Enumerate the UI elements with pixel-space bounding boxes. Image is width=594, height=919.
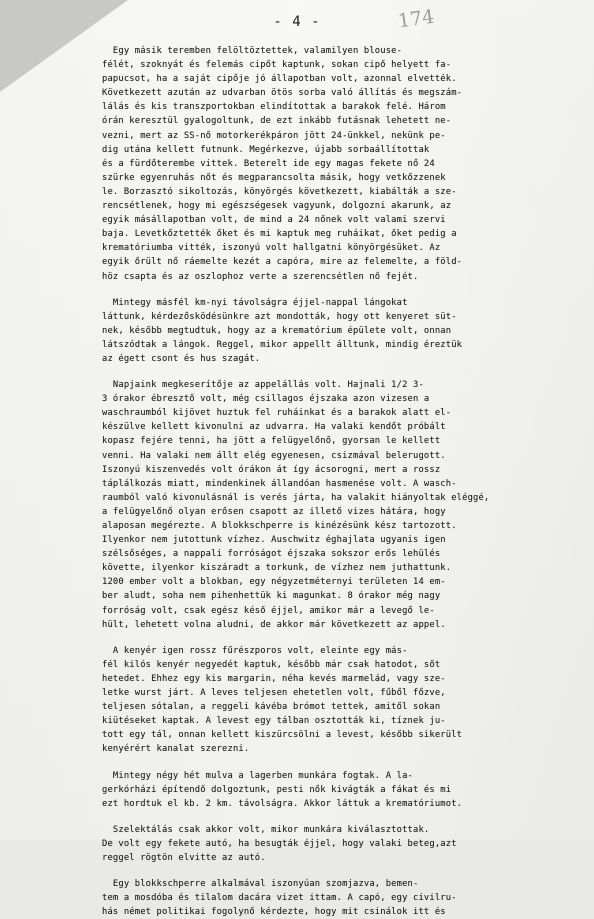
text-line: vezni, mert az SS-nő motorkerékpáron jött 24-ünkkel, nekünk pe- — [102, 130, 446, 141]
text-line: forróság volt, csak egész késő éjjel, amikor már a levegő le- — [102, 605, 435, 616]
text-line: 1200 ember volt a blokban, egy négyzetméternyi területen 14 em- — [102, 577, 446, 588]
text-line: 3 órakor ébresztő volt, még csillagos éjszaka azon vizesen a — [102, 394, 430, 405]
text-line: le. Borzasztó sikoltozás, könyörgés következett, kiabálták a sze- — [102, 186, 457, 197]
paragraph-gap — [102, 865, 572, 877]
text-line: táplálkozás miatt, mindenkinek állandóan hasmenése volt. A wasch- — [102, 478, 457, 489]
text-line: nek, később megtudtuk, hogy az a krematórium épülete volt, onnan — [102, 325, 452, 336]
text-line: fél kilós kenyér negyedét kaptuk, később már csak hatodot, sőt — [102, 659, 441, 670]
text-line: Mintegy négy hét mulva a lagerben munkára fogtak. A la- — [102, 770, 414, 781]
text-line: szélsőséges, a nappali forróságot éjszaka sokszor erős lehülés — [102, 549, 441, 560]
text-line: Egy másik teremben felöltöztettek, valamilyen blouse- — [102, 46, 403, 56]
text-line: és a fürdőterembe vittek. Beterelt ide egy magas fekete nő 24 — [102, 158, 435, 169]
text-line: kenyérért kanalat szerezni. — [102, 744, 250, 755]
typewritten-text — [102, 44, 572, 919]
text-line: papucsot, ha a saját cipője jó állapotban volt, azonnal elvették. — [102, 74, 457, 85]
text-line: a felügyelőnő olyan erősen csapott az illető vizes hátára, hogy — [102, 506, 446, 517]
text-line: waschraumból kijövet huztuk fel ruháinkat és a barakok alatt el- — [102, 408, 452, 419]
text-line: Mintegy másfél km-nyi távolságra éjjel-nappal lángokat — [102, 297, 408, 308]
text-line: kopasz fejére tenni, ha jött a felügyelőnő, gyorsan le kellett — [102, 436, 441, 447]
text-line: teljesen sótalan, a reggeli kávéba brómot tettek, amitől sokan — [102, 702, 441, 713]
text-line: rencsétlenek, hogy mi egészségesek vagyunk, dolgozni akarunk, az — [102, 201, 452, 212]
text-line: letke wurst járt. A leves teljesen ehetetlen volt, fűből főzve, — [102, 688, 446, 699]
text-line: alaposan megérezte. A blokkschperre is kinézésünk kész tartozott. — [102, 521, 457, 531]
text-line: Következett azután az udvarban ötös sorba való állítás és megszám- — [102, 88, 463, 99]
text-line: szürke egyenruhás nőt és megparancsolta másik, hogy vetkőzzenek — [102, 172, 446, 183]
text-line: Egy blokkschperre alkalmával iszonyúan szomjazva, bemen- — [102, 879, 419, 890]
page-number: - 4 - — [273, 14, 321, 30]
text-line: tem a mosdóba és tilalom dacára vizet ittam. A capó, egy civilru- — [102, 893, 457, 904]
text-line: kiütéseket kaptak. A levest egy tálban osztották ki, tíznek ju- — [102, 716, 446, 727]
text-line: láttunk, kérdezősködésünkre azt mondották, hogy ott kenyeret süt- — [102, 311, 457, 322]
text-line: A kenyér igen rossz fűrészporos volt, eleinte egy más- — [102, 645, 408, 656]
text-line: De volt egy fekete autó, ha besugták éjjel, hogy valaki beteg,azt — [102, 838, 457, 849]
paragraph — [102, 378, 572, 632]
text-line: látszódtak a lángok. Reggel, mikor appellt álltunk, mindig éreztük — [102, 339, 463, 350]
text-line: Ilyenkor nem jutottunk vízhez. Auschwitz éghajlata ugyanis igen — [102, 535, 446, 546]
text-line: egyik őrült nő ráemelte kezét a capóra, mire az felemelte, a föld- — [102, 257, 463, 268]
text-line: gerkórházi építendő dolgoztunk, pesti nők kivágták a fákat és mi — [102, 784, 452, 795]
text-line: baja. Levetkőztették őket és mi kaptuk meg ruháikat, őket pedig a — [102, 229, 457, 240]
text-line: lálás és kis transzportokban elindítottak a barakok felé. Három — [102, 102, 446, 113]
text-line: hült, lehetett volna aludni, de akkor már következett az appel. — [102, 619, 446, 630]
paragraph-gap — [102, 811, 572, 823]
text-line: hetedet. Ehhez egy kis margarin, néha kevés marmelád, vagy sze- — [102, 673, 446, 684]
paragraph-gap — [102, 366, 572, 378]
text-line: az égett csont és hus szagát. — [102, 353, 261, 364]
text-line: tott egy tál, onnan kellett kiszürcsölni a levest, később sikerült — [102, 730, 463, 741]
text-line: készülve kellett kivonulni az udvarra. Ha valaki kendőt próbált — [102, 422, 446, 433]
text-line: hás német politikai fogolynő kérdezte, hogy mit csinálok itt és — [102, 907, 446, 918]
text-line: dig utána kellett futnunk. Megérkezve, újabb sorbaállítottak — [102, 144, 430, 155]
paragraph — [102, 823, 572, 865]
paragraph-gap — [102, 757, 572, 769]
text-line: ber aludt, soha nem pihenhettük ki magunkat. 8 órakor még nagy — [102, 591, 441, 602]
text-line: egyik másállapotban volt, de mind a 24 nőnek volt valami szervi — [102, 215, 446, 226]
text-line: Iszonyú kiszenvedés volt órákon át így ácsorogni, mert a rossz — [102, 464, 441, 475]
text-line: követte, ilyenkor kiszáradt a torkunk, de vízhez nem juthattunk. — [102, 563, 452, 574]
paragraph-gap — [102, 632, 572, 644]
text-line: höz csapta és az oszlophoz verte a szerencsétlen nő fejét. — [102, 271, 419, 282]
text-line: reggel rögtön elvitte az autó. — [102, 852, 266, 863]
paragraph — [102, 877, 572, 919]
text-line: órán keresztül gyalogoltunk, de ezt inkább futásnak lehetett ne- — [102, 116, 452, 127]
paragraph — [102, 644, 572, 757]
text-line: venni. Ha valaki nem állt elég egyenesen, csizmával belerugott. — [102, 450, 446, 461]
paragraph — [102, 296, 572, 366]
text-line: ezt hordtuk el kb. 2 km. távolságra. Akkor láttuk a krematóriumot. — [102, 798, 463, 809]
text-line: Napjaink megkeserítője az appelállás volt. Hajnali 1/2 3- — [102, 380, 424, 391]
paragraph-gap — [102, 284, 572, 296]
text-line: félét, szoknyát és felemás cipőt kaptunk, sokan cipő helyett fa- — [102, 60, 452, 71]
text-line: krematóriumba vitték, iszonyú volt hallgatni könyörgésüket. Az — [102, 243, 441, 254]
text-line: raumból való kivonulásnál is verés járta, ha valakit hiányoltak eléggé, — [102, 492, 490, 503]
paragraph — [102, 44, 572, 284]
handwritten-page-number: 174 — [396, 5, 436, 33]
text-line: Szelektálás csak akkor volt, mikor munkára kiválasztottak. — [102, 824, 430, 835]
paragraph — [102, 769, 572, 811]
